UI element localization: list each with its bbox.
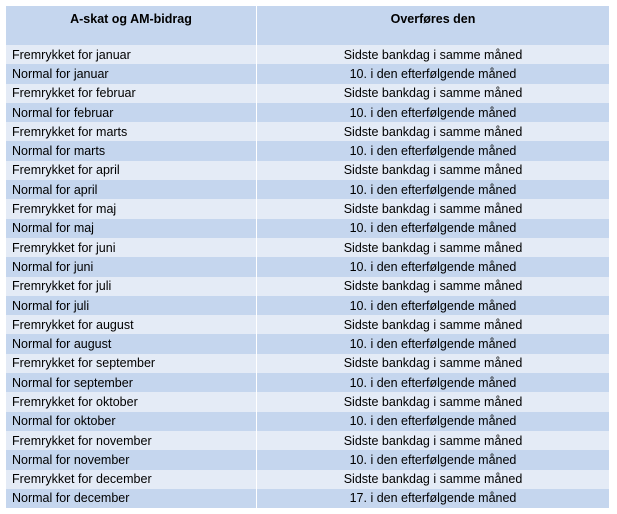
cell-transfer-date: 10. i den efterfølgende måned [349,414,517,429]
cell-transfer-date: 10. i den efterfølgende måned [349,105,517,120]
transfer-schedule-table [6,6,609,508]
table-row [6,392,609,411]
cell-transfer-date: Sidste bankdag i samme måned [343,356,523,371]
cell-transfer-date: Sidste bankdag i samme måned [343,433,523,448]
table-row [6,199,609,218]
table-row [6,334,609,353]
cell-tax-type: Normal for februar [6,103,257,122]
table-row [6,431,609,450]
cell-transfer-date: Sidste bankdag i samme måned [343,124,523,139]
cell-transfer-date: 10. i den efterfølgende måned [349,66,517,81]
cell-transfer-date: Sidste bankdag i samme måned [343,163,523,178]
cell-tax-type: Normal for juli [6,296,257,315]
cell-tax-type: Fremrykket for marts [6,122,257,141]
table-row [6,161,609,180]
cell-transfer-date: Sidste bankdag i samme måned [343,240,523,255]
table-row [6,141,609,160]
cell-tax-type: Fremrykket for juli [6,277,257,296]
cell-transfer-date: 10. i den efterfølgende måned [349,337,517,352]
cell-tax-type: Normal for september [6,373,257,392]
cell-tax-type: Normal for august [6,334,257,353]
cell-transfer-date: 10. i den efterfølgende måned [349,144,517,159]
cell-transfer-date: 10. i den efterfølgende måned [349,221,517,236]
cell-transfer-date: Sidste bankdag i samme måned [343,394,523,409]
table-row [6,219,609,238]
cell-transfer-date: 10. i den efterfølgende måned [349,259,517,274]
header-tax-type: A-skat og AM-bidrag [6,6,257,45]
table-row [6,470,609,489]
cell-tax-type: Normal for december [6,489,257,508]
cell-tax-type: Fremrykket for maj [6,199,257,218]
cell-transfer-date: 17. i den efterfølgende måned [349,491,517,506]
table-row [6,296,609,315]
table-row [6,412,609,431]
cell-transfer-date: Sidste bankdag i samme måned [343,47,523,62]
cell-tax-type: Fremrykket for juni [6,238,257,257]
table-row [6,45,609,64]
cell-transfer-date: 10. i den efterfølgende måned [349,182,517,197]
table-row [6,450,609,469]
table-row [6,84,609,103]
cell-tax-type: Normal for november [6,450,257,469]
table-row [6,277,609,296]
cell-tax-type: Fremrykket for april [6,161,257,180]
table-row [6,489,609,508]
cell-tax-type: Fremrykket for oktober [6,392,257,411]
cell-tax-type: Fremrykket for december [6,470,257,489]
cell-tax-type: Normal for maj [6,219,257,238]
table-row [6,64,609,83]
cell-transfer-date: Sidste bankdag i samme måned [343,317,523,332]
cell-tax-type: Normal for juni [6,257,257,276]
table-row [6,122,609,141]
cell-tax-type: Normal for januar [6,64,257,83]
cell-tax-type: Fremrykket for august [6,315,257,334]
cell-tax-type: Normal for marts [6,141,257,160]
cell-transfer-date: Sidste bankdag i samme måned [343,202,523,217]
table-row [6,103,609,122]
table-row [6,354,609,373]
table-body [6,45,609,508]
cell-transfer-date: 10. i den efterfølgende måned [349,375,517,390]
table-row [6,315,609,334]
table-row [6,373,609,392]
cell-tax-type: Fremrykket for januar [6,45,257,64]
header-transfer-date: Overføres den [390,12,476,26]
cell-transfer-date: Sidste bankdag i samme måned [343,472,523,487]
cell-tax-type: Fremrykket for februar [6,84,257,103]
table-header [6,6,609,45]
table-row [6,238,609,257]
cell-tax-type: Normal for oktober [6,412,257,431]
cell-transfer-date: 10. i den efterfølgende måned [349,298,517,313]
cell-transfer-date: Sidste bankdag i samme måned [343,86,523,101]
table-row [6,180,609,199]
cell-tax-type: Fremrykket for november [6,431,257,450]
cell-transfer-date: Sidste bankdag i samme måned [343,279,523,294]
cell-transfer-date: 10. i den efterfølgende måned [349,452,517,467]
table-row [6,257,609,276]
cell-tax-type: Normal for april [6,180,257,199]
cell-tax-type: Fremrykket for september [6,354,257,373]
